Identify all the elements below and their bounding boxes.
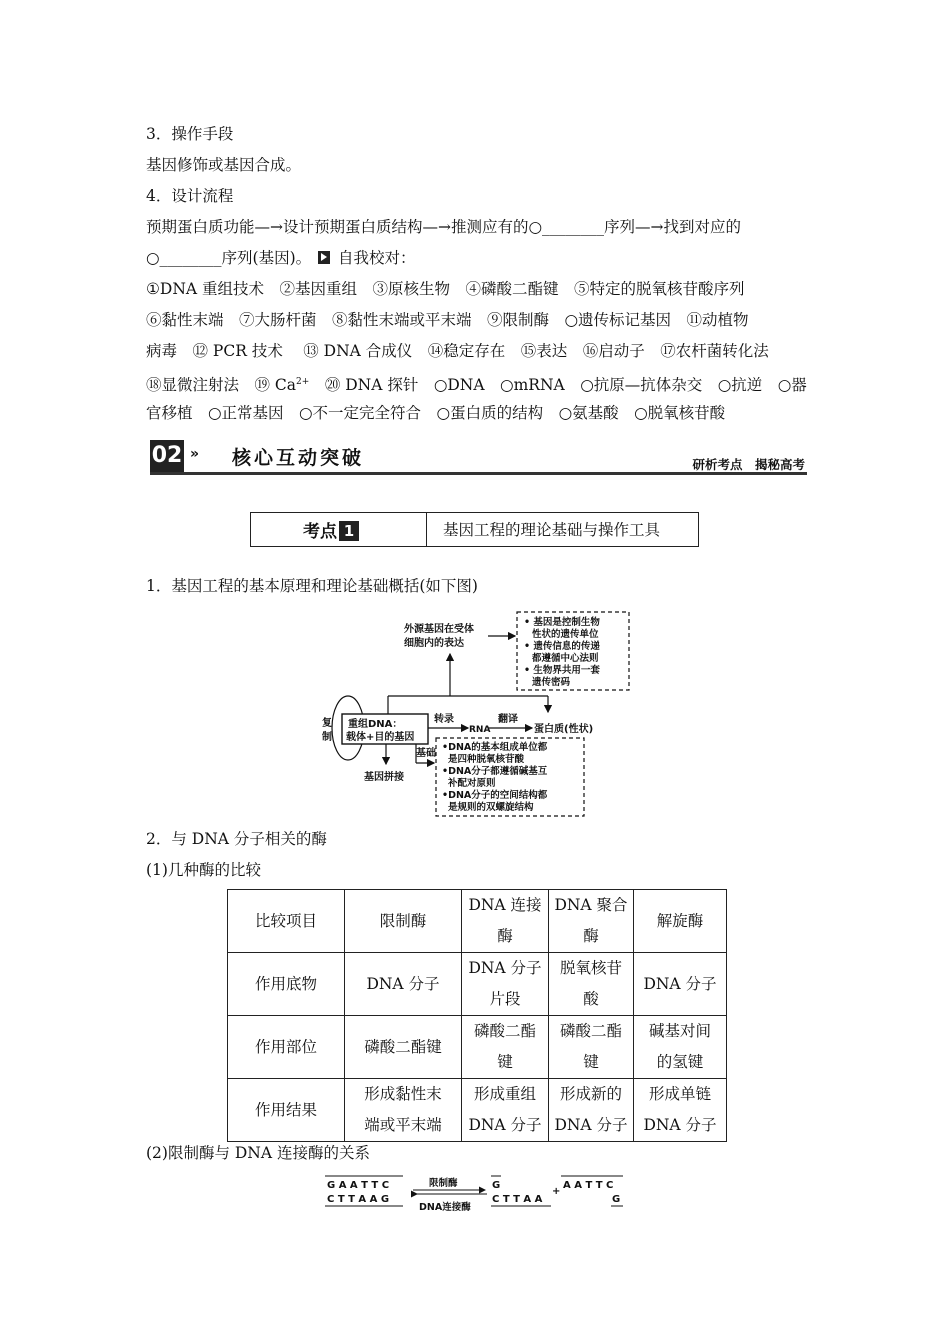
cell-text: 形成黏性末 xyxy=(364,1085,442,1103)
enzyme-comparison-table xyxy=(227,889,727,1142)
cell-text: 片段 xyxy=(489,990,521,1008)
cell-text: DNA 分子 xyxy=(643,1116,717,1134)
theory-text: 性状的遗传单位 xyxy=(532,629,599,640)
expression-label: 外源基因在受体 xyxy=(404,624,474,635)
cell-text: 端或平末端 xyxy=(364,1116,442,1134)
cell-text: 酶 xyxy=(497,927,513,945)
recombinant-label: 载体+目的基因 xyxy=(346,732,415,743)
splice-label: 基因拼接 xyxy=(364,772,404,783)
self-check-label: 自我校对： xyxy=(338,249,416,267)
table-cell xyxy=(462,890,549,953)
heading-operation-means: 3．操作手段 xyxy=(146,125,234,143)
cell-text: 磷酸二酯键 xyxy=(364,1037,442,1056)
theory-text: • 生物界共用一套 xyxy=(524,665,600,676)
cell-text: 碱基对间 xyxy=(648,1022,711,1040)
theory-text: 补配对原则 xyxy=(448,778,496,789)
replication-label: 制 xyxy=(322,732,332,743)
cell-text: 形成重组 xyxy=(473,1085,536,1103)
theory-text: • 基因是控制生物 xyxy=(524,617,600,628)
cell-text: 键 xyxy=(583,1053,599,1071)
theory-text: 遗传密码 xyxy=(532,677,571,688)
self-check-icon xyxy=(318,251,330,264)
answer-line: 官移植 ○正常基因 ○不一定完全符合 ○蛋白质的结构 ○氨基酸 ○脱氧核苷酸 xyxy=(146,404,726,422)
table-cell xyxy=(345,1016,462,1079)
theory-text: •DNA的基本组成单位都 xyxy=(442,742,548,753)
text-fragment: ⑱显微注射法 ⑲ Ca xyxy=(146,376,297,394)
table-row xyxy=(228,953,727,1016)
section-heading: 2．与 DNA 分子相关的酶 xyxy=(146,830,327,848)
topic-title: 基因工程的理论基础与操作工具 xyxy=(443,521,661,539)
table-row xyxy=(228,1016,727,1079)
replication-label: 复 xyxy=(322,718,332,729)
topic-box xyxy=(250,512,699,547)
cell-text: 酶 xyxy=(583,927,599,945)
table-cell xyxy=(228,953,345,1016)
table-cell xyxy=(228,890,345,953)
translation-label: 翻译 xyxy=(498,714,518,725)
table-cell xyxy=(634,1079,727,1142)
table-cell xyxy=(462,953,549,1016)
theory-text: •DNA分子都遵循碱基互 xyxy=(442,766,548,777)
table-row xyxy=(228,1079,727,1142)
answer-line: ①DNA 重组技术 ②基因重组 ③原核生物 ④磷酸二酯键 ⑤特定的脱氧核苷酸序列 xyxy=(146,280,745,298)
cell-text: DNA 分子 xyxy=(643,974,717,993)
recombinant-label: 重组DNA： xyxy=(348,719,403,730)
fragment-top: G xyxy=(492,1180,501,1191)
fragment-top: A A T T C xyxy=(563,1180,614,1191)
text-line: 预期蛋白质功能—→设计预期蛋白质结构—→推测应有的○________序列—→找到对应的 xyxy=(146,218,741,236)
section-number: 02 xyxy=(150,440,184,472)
plus-sign: + xyxy=(552,1186,561,1197)
table-cell xyxy=(634,890,727,953)
cell-text: DNA 连接 xyxy=(468,896,542,914)
section-heading: 1．基因工程的基本原理和理论基础概括(如下图) xyxy=(146,577,478,595)
answer-line: ⑥黏性末端 ⑦大肠杆菌 ⑧黏性末端或平末端 ⑨限制酶 ○遗传标记基因 ⑪动植物 xyxy=(146,311,749,329)
table-cell xyxy=(549,1079,634,1142)
cell-text: DNA 分子 xyxy=(366,974,440,993)
answer-line xyxy=(146,372,807,395)
cell-text: 酸 xyxy=(583,990,599,1008)
section-title: 核心互动突破 xyxy=(232,447,365,469)
basis-label: 基础 xyxy=(416,748,436,759)
diagram-svg xyxy=(320,608,632,818)
theory-text: • 遗传信息的传递 xyxy=(524,641,600,652)
cell-text: DNA 分子 xyxy=(468,959,542,977)
table-header-row xyxy=(228,890,727,953)
fragment-bottom: C T T A A xyxy=(492,1194,543,1205)
table-cell xyxy=(228,1079,345,1142)
gene-engineering-diagram xyxy=(320,608,632,818)
transcription-label: 转录 xyxy=(434,714,454,725)
text-line xyxy=(146,248,416,268)
protein-label: 蛋白质(性状) xyxy=(534,724,594,735)
table-cell xyxy=(549,1016,634,1079)
table-cell xyxy=(549,953,634,1016)
cell-text: 作用部位 xyxy=(254,1037,317,1056)
table-cell xyxy=(462,1079,549,1142)
cell-text: 磷酸二酯 xyxy=(473,1022,536,1040)
heading-design-flow: 4．设计流程 xyxy=(146,187,234,205)
fragment-bottom: G xyxy=(612,1194,621,1205)
text-line: 基因修饰或基因合成。 xyxy=(146,156,302,174)
enzyme-figure-svg xyxy=(325,1172,625,1214)
banner-divider xyxy=(150,472,807,475)
rna-label: RNA xyxy=(469,725,491,735)
topic-label-cell xyxy=(251,513,427,546)
cell-text: 作用底物 xyxy=(254,974,317,993)
sequence-top: G A A T T C xyxy=(327,1180,390,1191)
theory-text: 是四种脱氧核苷酸 xyxy=(448,754,525,765)
text-fragment: ⑳ DNA 探针 ○DNA ○mRNA ○抗原—抗体杂交 ○抗逆 ○器 xyxy=(309,376,807,394)
topic-label-text: 考点 xyxy=(303,522,337,542)
table-cell xyxy=(462,1016,549,1079)
table-cell xyxy=(634,953,727,1016)
table-cell xyxy=(345,890,462,953)
table-cell xyxy=(228,1016,345,1079)
cell-text: DNA 分子 xyxy=(468,1116,542,1134)
table-cell xyxy=(549,890,634,953)
cell-text: 的氢键 xyxy=(656,1053,704,1071)
cell-text: 键 xyxy=(497,1053,513,1071)
table-cell xyxy=(345,953,462,1016)
double-chevron-icon: » xyxy=(190,446,200,462)
cell-text: 形成单链 xyxy=(648,1085,711,1103)
superscript: 2+ xyxy=(296,377,310,387)
restriction-enzyme-label: 限制酶 xyxy=(429,1178,458,1189)
cell-text: DNA 聚合 xyxy=(554,896,628,914)
theory-text: 都遵循中心法则 xyxy=(532,653,599,664)
ligase-label: DNA连接酶 xyxy=(419,1202,471,1213)
section-banner xyxy=(150,438,807,476)
cell-text: 磷酸二酯 xyxy=(559,1022,622,1040)
topic-number: 1 xyxy=(339,521,359,541)
cell-text: 脱氧核苷 xyxy=(559,959,622,977)
table-cell xyxy=(634,1016,727,1079)
cell-text: 比较项目 xyxy=(254,911,317,930)
expression-label: 细胞内的表达 xyxy=(404,638,464,649)
answer-line: 病毒 ⑫ PCR 技术 ⑬ DNA 合成仪 ⑭稳定存在 ⑮表达 ⑯启动子 ⑰农杆菌转化法 xyxy=(146,342,769,360)
theory-text: 是规则的双螺旋结构 xyxy=(448,802,534,813)
sequence-bottom: C T T A A G xyxy=(327,1194,390,1205)
theory-text: •DNA分子的空间结构都 xyxy=(442,790,548,801)
cell-text: 限制酶 xyxy=(379,911,427,930)
subsection-heading: (1)几种酶的比较 xyxy=(146,861,261,879)
text-fragment: ○________序列(基因)。 xyxy=(146,249,312,267)
enzyme-relation-figure xyxy=(325,1172,625,1214)
table-cell xyxy=(345,1079,462,1142)
cell-text: 解旋酶 xyxy=(656,911,704,930)
topic-label xyxy=(303,517,359,542)
cell-text: DNA 分子 xyxy=(554,1116,628,1134)
cell-text: 形成新的 xyxy=(559,1085,622,1103)
section-subtitle: 研析考点 揭秘高考 xyxy=(692,457,805,472)
subsection-heading: (2)限制酶与 DNA 连接酶的关系 xyxy=(146,1144,370,1162)
cell-text: 作用结果 xyxy=(254,1100,317,1119)
